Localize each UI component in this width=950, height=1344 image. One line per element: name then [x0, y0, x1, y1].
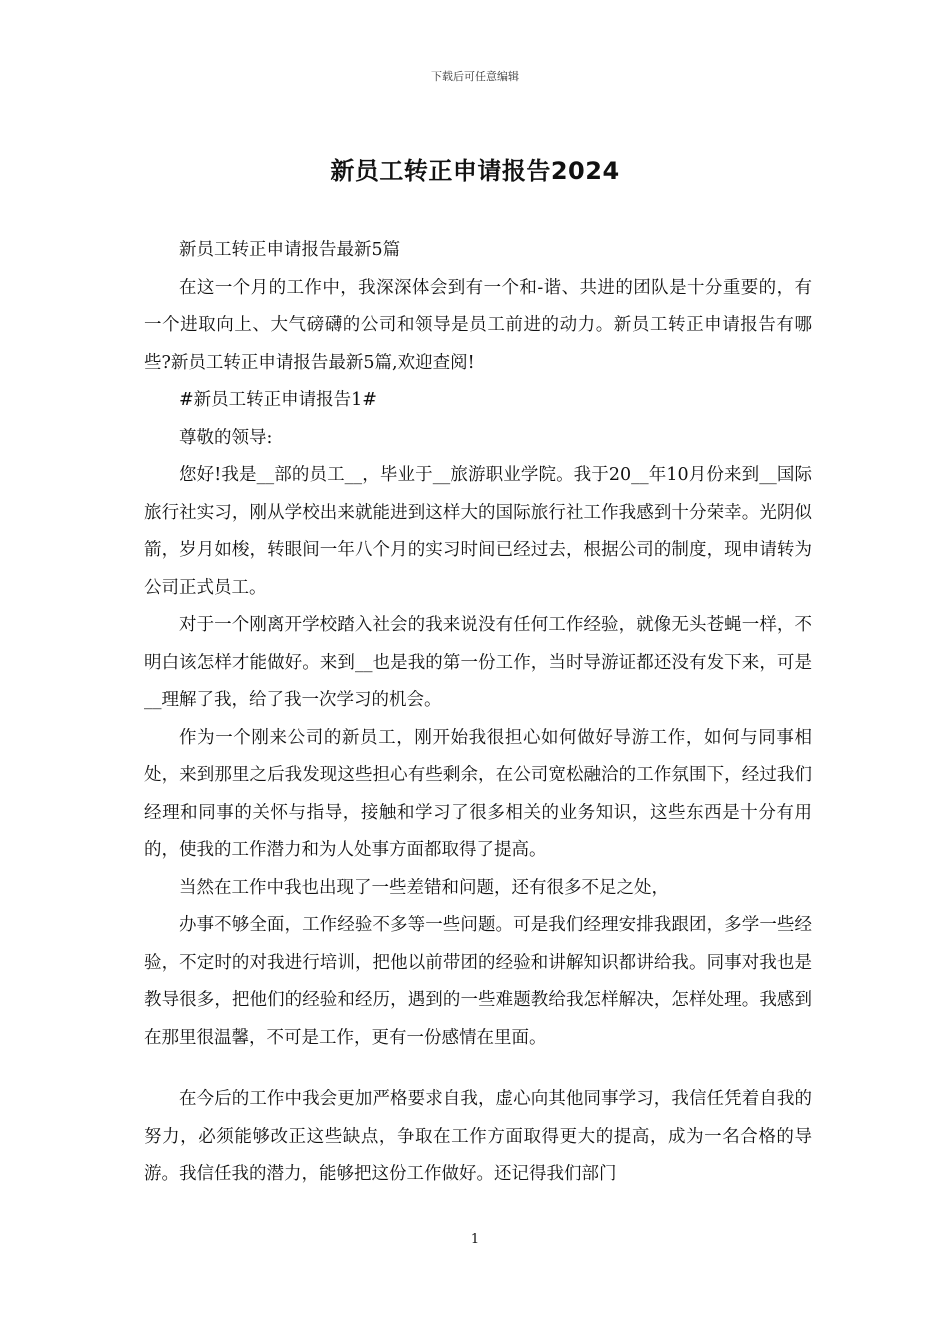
header-note: 下载后可任意编辑: [431, 70, 519, 83]
document-body: [144, 232, 812, 1194]
paragraph-subtitle: 新员工转正申请报告最新5篇: [179, 240, 401, 260]
paragraph: 在今后的工作中我会更加严格要求自我，虚心向其他同事学习，我信任凭着自我的努力，必须能够改正这些缺点，争取在工作方面取得更大的提高，成为一名合格的导游。我信任我的潜力，能够把这份工作做好。还记得我们部门: [144, 1089, 812, 1184]
paragraph-intro: 在这一个月的工作中，我深深体会到有一个和-谐、共进的团队是十分重要的，有一个进取向上、大气磅礴的公司和领导是员工前进的动力。新员工转正申请报告有哪些?新员工转正申请报告最新5篇,欢迎查阅!: [144, 277, 812, 373]
paragraph: 作为一个刚来公司的新员工，刚开始我很担心如何做好导游工作，如何与同事相处，来到那里之后我发现这些担心有些剩余，在公司宽松融洽的工作氛围下，经过我们经理和同事的关怀与指导，接触和学习了很多相关的业务知识，这些东西是十分有用的，使我的工作潜力和为人处事方面都取得了提高。: [144, 727, 812, 860]
paragraph: 办事不够全面，工作经验不多等一些问题。可是我们经理安排我跟团，多学一些经验，不定时的对我进行培训，把他以前带团的经验和讲解知识都讲给我。同事对我也是教导很多，把他们的经验和经历，遇到的一些难题教给我怎样解决，怎样处理。我感到在那里很温馨，不可是工作，更有一份感情在里面。: [144, 915, 812, 1048]
paragraph: 对于一个刚离开学校踏入社会的我来说没有任何工作经验，就像无头苍蝇一样，不明白该怎样才能做好。来到__也是我的第一份工作，当时导游证都还没有发下来，可是__理解了我，给了我一次学习的机会。: [144, 615, 812, 710]
paragraph: 当然在工作中我也出现了一些差错和问题，还有很多不足之处，: [179, 877, 669, 898]
document-title: 新员工转正申请报告2024: [330, 157, 620, 185]
paragraph-section-heading: #新员工转正申请报告1#: [179, 390, 377, 410]
paragraph: 您好!我是__部的员工__，毕业于__旅游职业学院。我于20__年10月份来到__国际旅行社实习，刚从学校出来就能进到这样大的国际旅行社工作我感到十分荣幸。光阴似箭，岁月如梭，转眼间一年八个月的实习时间已经过去，根据公司的制度，现申请转为公司正式员工。: [144, 465, 812, 598]
paragraph-salutation: 尊敬的领导:: [179, 427, 273, 448]
page-number: 1: [470, 1232, 480, 1247]
